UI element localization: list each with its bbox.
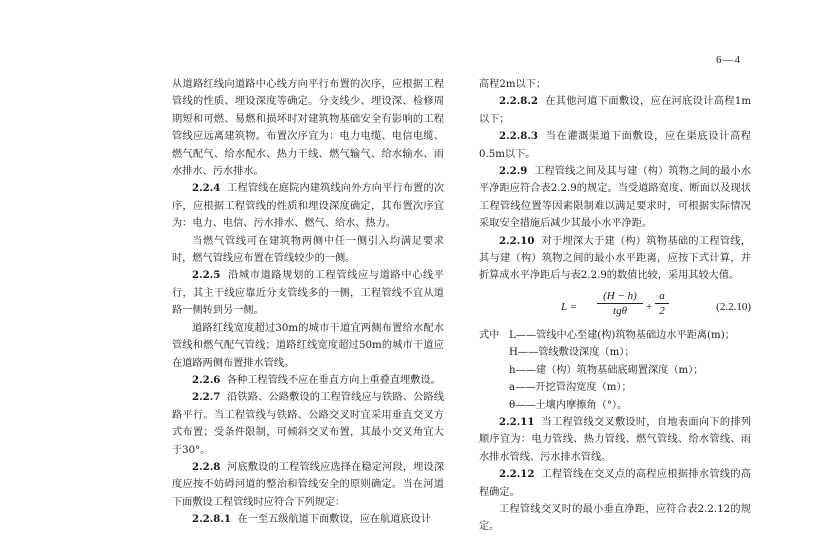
clause-2-2-4: 2.2.4 工程管线在庭院内建筑线向外方向平行布置的次序，应根据工程管线的性质和埋设深度确定，其布置次序宜为：电力、电信、污水排水、燃气、给水、热力。 <box>172 182 445 230</box>
clause-2-2-11: 2.2.11 当工程管线交叉敷设时，自地表面向下的排列顺序宜为：电力管线、热力管线、燃气管线、给水管线、雨水排水管线、污水排水管线。 <box>479 415 751 463</box>
paragraph: 工程管线交叉时的最小垂直净距，应符合表2.2.12的规定。 <box>479 503 751 533</box>
right-column <box>479 76 751 536</box>
clause-2-2-8-1: 2.2.8.1 在一至五级航道下面敷设，应在航道底设计 <box>192 513 432 526</box>
formula-legend <box>479 327 751 414</box>
clause-2-2-10: 2.2.10 对于埋深大于建（构）筑物基础的工程管线，其与建（构）筑物之间的最小水平距离，应按下式计算，并折算成水平净距后与表2.2.9的数值比较，采用其较大值。 <box>479 234 751 282</box>
clause-2-2-8-2: 2.2.8.2 在其他河道下面敷设，应在河底设计高程1m以下； <box>479 95 752 125</box>
legend-row: a——开挖管沟宽度（m）； <box>509 382 632 394</box>
clause-2-2-8-3: 2.2.8.3 当在灌溉渠道下面敷设，应在渠底设计高程0.5m以下。 <box>479 130 751 160</box>
page-number: 6—4 <box>716 54 741 66</box>
legend-row: h——建（构）筑物基础底砌置深度（m）； <box>509 364 704 376</box>
formula-2-2-10 <box>479 289 751 323</box>
formula-denominator-2: 2 <box>659 304 665 317</box>
clause-2-2-7: 2.2.7 沿铁路、公路敷设的工程管线应与铁路、公路线路平行。当工程管线与铁路、公路交叉时宜采用垂直交叉方式布置；受条件限制，可倾斜交叉布置，其最小交叉角宜大于30°。 <box>172 391 445 456</box>
paragraph: 道路红线宽度超过30m的城市干道宜两侧布置给水配水管线和燃气配气管线；道路红线宽度超过50m的城市干道应在道路两侧布置排水管线。 <box>172 322 444 369</box>
legend-row: 式中 L——管线中心至建(构)筑物基础边水平距离(m)； <box>479 329 735 341</box>
paragraph: 从道路红线向道路中心线方向平行布置的次序，应根据工程管线的性质、埋设深度等确定。分支线少、埋设深、检修周期短和可燃、易燃和损坏时对建筑物基础安全有影响的工程管线应远离建筑物。布置次序宜为：电力电缆、电信电缆、燃气配气、给水配水、热力干线、燃气输气、给水输水、雨水排水、污水排水。 <box>172 79 444 178</box>
formula-plus: + <box>646 300 653 313</box>
formula-lhs: L = <box>561 300 578 313</box>
formula-numerator-2: a <box>655 289 669 304</box>
clause-2-2-8: 2.2.8 河底敷设的工程管线应选择在稳定河段，埋设深度应按不妨碍河道的整治和管线安全的原则确定。当在河道下面敷设工程管线时应符合下列规定： <box>172 460 445 508</box>
equation-number: (2.2.10) <box>716 300 751 313</box>
formula-fraction <box>597 289 643 318</box>
clause-2-2-12: 2.2.12 工程管线在交叉点的高程应根据排水管线的高程确定。 <box>479 468 751 498</box>
paragraph: 当燃气管线可在建筑物两侧中任一侧引入均满足要求时，燃气管线应布置在管线较少的一侧。 <box>172 235 444 265</box>
formula-denominator: tgθ <box>613 304 627 317</box>
legend-row: θ——土壤内摩擦角（°）。 <box>509 399 628 411</box>
formula-fraction-2 <box>655 289 669 318</box>
formula-numerator: (H − h) <box>597 289 643 304</box>
clause-2-2-9: 2.2.9 工程管线之间及其与建（构）筑物之间的最小水平净距应符合表2.2.9的规定。当受道路宽度、断面以及现状工程管线位置等因素限制难以满足要求时，可根据实际情况采取安全措施后减少其最小水平净距。 <box>479 165 752 230</box>
clause-2-2-5: 2.2.5 沿城市道路规划的工程管线应与道路中心线平行，其主干线应靠近分支管线多的一侧，工程管线不宜从道路一侧转到另一侧。 <box>172 269 445 317</box>
clause-2-2-6: 2.2.6 各种工程管线不应在垂直方向上重叠直埋敷设。 <box>192 373 441 386</box>
legend-row: H——管线敷设深度（m）； <box>509 347 635 359</box>
paragraph: 高程2m以下； <box>479 79 547 90</box>
left-column <box>172 76 444 529</box>
